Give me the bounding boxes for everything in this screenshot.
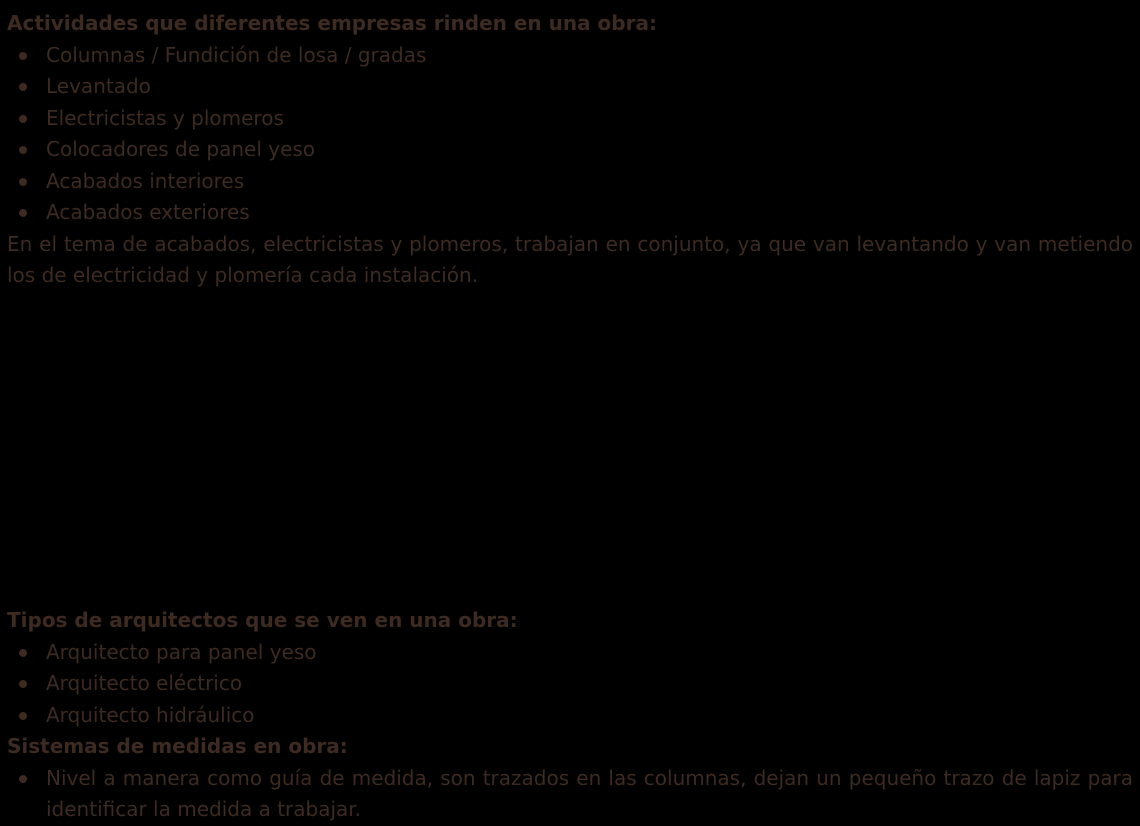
measures-heading: Sistemas de medidas en obra: [7,734,348,758]
list-item [7,103,1133,135]
list-item [7,700,1133,732]
list-item-text: Arquitecto hidráulico [46,702,255,727]
list-item-text: Acabados exteriores [46,200,250,224]
bullet-icon [19,649,27,657]
measures-list [7,763,1133,826]
list-item [7,71,1133,103]
activities-paragraph: En el tema de acabados, electricistas y plomeros, trabajan en conjunto, ya que van levantando y van metiendo los de electricidad y plomería cada instalación. [7,231,1133,287]
list-item-text: Acabados interiores [46,168,245,193]
list-item-text: Levantado [46,74,151,98]
bullet-icon [19,178,27,186]
bullet-icon [19,83,27,91]
list-item [7,197,1133,229]
bullet-icon [19,680,27,688]
list-item [7,40,1133,72]
list-item-text: Columnas / Fundición de losa / gradas [46,42,427,67]
list-item [7,134,1133,166]
bullet-icon [19,712,27,720]
list-item-text: Colocadores de panel yeso [46,137,316,161]
list-item [7,637,1133,669]
architects-and-measures-section [7,605,1133,826]
architects-heading: Tipos de arquitectos que se ven en una obra: [7,608,518,632]
activities-heading: Actividades que diferentes empresas rinden en una obra: [7,11,657,35]
list-item [7,166,1133,198]
activities-section [7,8,1133,292]
bullet-icon [19,52,27,60]
list-item-text: Arquitecto eléctrico [46,671,243,695]
list-item [7,668,1133,700]
architects-list [7,637,1133,732]
list-item [7,763,1133,826]
bullet-icon [19,209,27,217]
bullet-icon [19,146,27,154]
activities-list [7,40,1133,229]
list-item-text: Arquitecto para panel yeso [46,639,317,664]
list-item-text: Nivel a manera como guía de medida, son trazados en las columnas, dejan un pequeño trazo de lapiz para identificar la medida a trabajar. [46,765,1133,821]
bullet-icon [19,115,27,123]
list-item-text: Electricistas y plomeros [46,105,284,130]
bullet-icon [19,775,27,783]
